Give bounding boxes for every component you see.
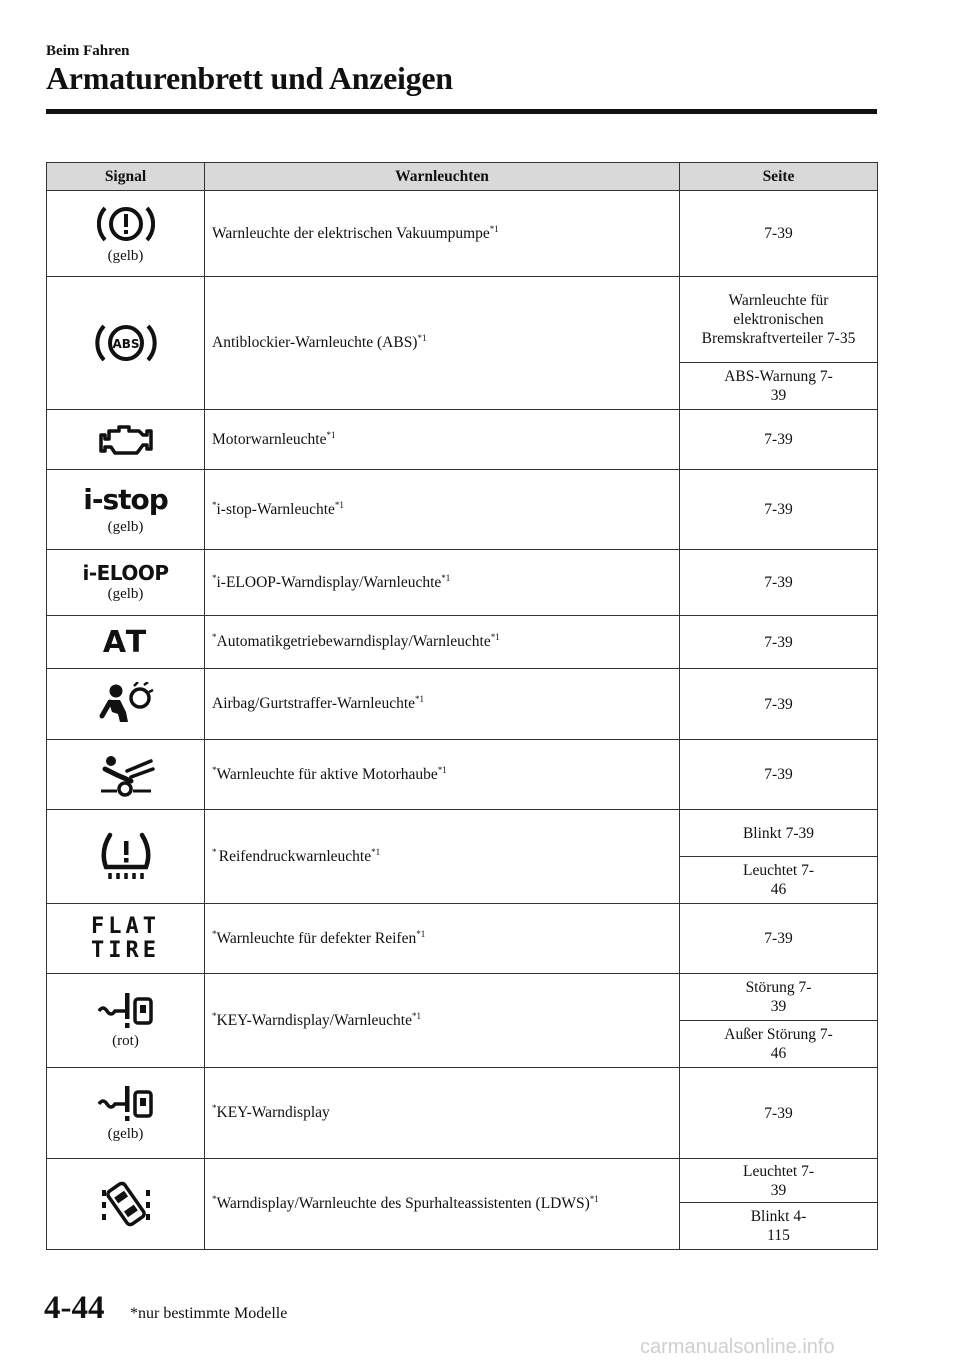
prefix-asterisk: * [212,632,217,642]
prefix-asterisk: * [212,499,217,510]
page-ref: Leuchtet 7-46 [742,862,814,898]
column-header-signal: Signal [47,163,205,191]
page-ref: Warnleuchte für elektronischen Bremskraftverteiler 7-35 [701,292,856,347]
table-row [47,550,878,616]
signal-cell [47,810,205,904]
signal-cell [47,191,205,277]
warning-name-cell [205,669,680,740]
warning-name-cell [205,470,680,550]
page-cell [680,857,878,904]
warning-name-cell [205,277,680,410]
page-cell: 7-39 [680,470,878,550]
warning-name-cell [205,1068,680,1159]
color-label: (gelb) [107,519,144,535]
signal-cell [47,550,205,616]
abs-warning-icon [94,319,158,367]
page-cell: 7-39 [680,410,878,470]
warning-lights-table [46,162,878,1250]
prefix-asterisk: * [212,572,217,583]
table-row [47,740,878,810]
key-warning-icon [97,991,155,1031]
page-ref: ABS-Warnung 7-39 [724,368,833,404]
prefix-asterisk: * [212,1103,217,1113]
footnote-mark: *1 [490,632,500,642]
warning-name-cell [205,904,680,974]
column-header-page: Seite [680,163,878,191]
section-label: Beim Fahren [46,43,130,59]
signal-cell [47,740,205,810]
page-cell: 7-39 [680,616,878,669]
table-row [47,904,878,974]
prefix-asterisk: * [212,1194,217,1204]
table-row [47,1068,878,1159]
signal-cell [47,1068,205,1159]
color-label: (gelb) [107,586,144,602]
column-header-warning-lights: Warnleuchten [205,163,680,191]
i-eloop-icon: i-ELOOP [82,561,169,585]
warning-name-cell [205,191,680,277]
prefix-asterisk: * [212,846,219,857]
tire-pressure-icon [96,831,156,883]
footnote: *nur bestimmte Modelle [130,1305,288,1322]
warning-name: Warnleuchte für aktive Motorhaube [216,765,438,783]
page-cell: 7-39 [680,1068,878,1159]
signal-cell [47,904,205,974]
page-cell: 7-39 [680,550,878,616]
watermark: carmanualsonline.info [640,1336,835,1358]
engine-warning-icon [97,423,155,457]
flat-tire-icon: FLAT TIRE [91,913,160,963]
page-cell [680,363,878,410]
table-row [47,810,878,857]
signal-cell [47,470,205,550]
prefix-asterisk: * [212,1010,217,1021]
footnote-mark: *1 [326,429,336,440]
table-row [47,470,878,550]
warning-name: Warndisplay/Warnleuchte des Spurhalteassistenten (LDWS) [216,1195,590,1212]
signal-cell [47,669,205,740]
warning-name: Automatikgetriebewarndisplay/Warnleuchte [216,633,491,650]
active-bonnet-icon [97,753,155,797]
warning-name: Warnleuchte für defekter Reifen [216,929,417,947]
warning-name: Warnleuchte der elektrischen Vakuumpumpe [212,224,490,242]
page-ref: Blinkt 7-39 [742,824,815,842]
page-cell: 7-39 [680,904,878,974]
warning-name-cell [205,616,680,669]
page-title: Armaturenbrett und Anzeigen [46,60,453,96]
table-row [47,974,878,1021]
page-ref: Störung 7-39 [745,979,812,1015]
page-number: 4-44 [44,1290,105,1326]
page-cell: 7-39 [680,669,878,740]
warning-name: i-stop-Warnleuchte [216,500,335,518]
warning-name: KEY-Warndisplay/Warnleuchte [216,1011,412,1029]
page-cell [680,974,878,1021]
page-cell [680,1021,878,1068]
table-row [47,616,878,669]
signal-cell [47,974,205,1068]
page-ref: Blinkt 4-115 [750,1208,807,1244]
color-label: (gelb) [107,1125,144,1142]
footnote-mark: *1 [489,223,499,234]
footnote-mark: *1 [441,572,451,583]
footnote-mark: *1 [334,499,344,510]
warning-name-cell [205,1159,680,1250]
warning-name: Motorwarnleuchte [212,430,327,448]
page-cell [680,1159,878,1203]
signal-cell [47,616,205,669]
vacuum-pump-warning-icon [97,202,155,246]
warning-name: i-ELOOP-Warndisplay/Warnleuchte [216,573,442,591]
color-label: (gelb) [107,248,144,264]
footnote-mark: *1 [589,1194,599,1204]
title-rule [46,109,877,114]
footnote-mark: *1 [412,1010,421,1021]
warning-name: KEY-Warndisplay [216,1104,330,1121]
lane-departure-icon [98,1176,154,1232]
warning-name: Airbag/Gurtstraffer-Warnleuchte [212,695,416,712]
signal-cell [47,410,205,470]
warning-name-cell [205,740,680,810]
page-ref: Außer Störung 7-46 [724,1026,833,1062]
page-cell: 7-39 [680,191,878,277]
table-header-row [47,163,878,191]
page-ref: Leuchtet 7-39 [742,1162,814,1199]
warning-name-cell [205,550,680,616]
page-cell [680,1203,878,1250]
signal-cell [47,1159,205,1250]
warning-name-cell [205,810,680,904]
footnote-mark: *1 [417,333,427,343]
prefix-asterisk: * [212,928,217,939]
airbag-icon [98,682,154,726]
page-cell [680,810,878,857]
warning-name-cell [205,974,680,1068]
prefix-asterisk: * [212,764,217,775]
page-cell [680,277,878,363]
warning-name-cell [205,410,680,470]
warning-name: Reifendruckwarnleuchte [218,847,372,865]
footnote-mark: *1 [437,764,447,775]
page-cell: 7-39 [680,740,878,810]
table-row [47,669,878,740]
i-stop-icon: i-stop [83,483,168,516]
automatic-transmission-icon: AT [102,624,149,660]
warning-name: Antiblockier-Warnleuchte (ABS) [212,334,418,351]
footnote-mark: *1 [415,694,425,704]
table-row [47,191,878,277]
signal-cell [47,277,205,410]
key-warning-icon [97,1084,155,1124]
footnote-mark: *1 [416,928,426,939]
table-row [47,277,878,363]
svg-text:ABS: ABS [111,337,140,351]
table-row [47,1159,878,1203]
footnote-mark: *1 [371,846,381,857]
color-label: (rot) [112,1033,139,1049]
table-row [47,410,878,470]
